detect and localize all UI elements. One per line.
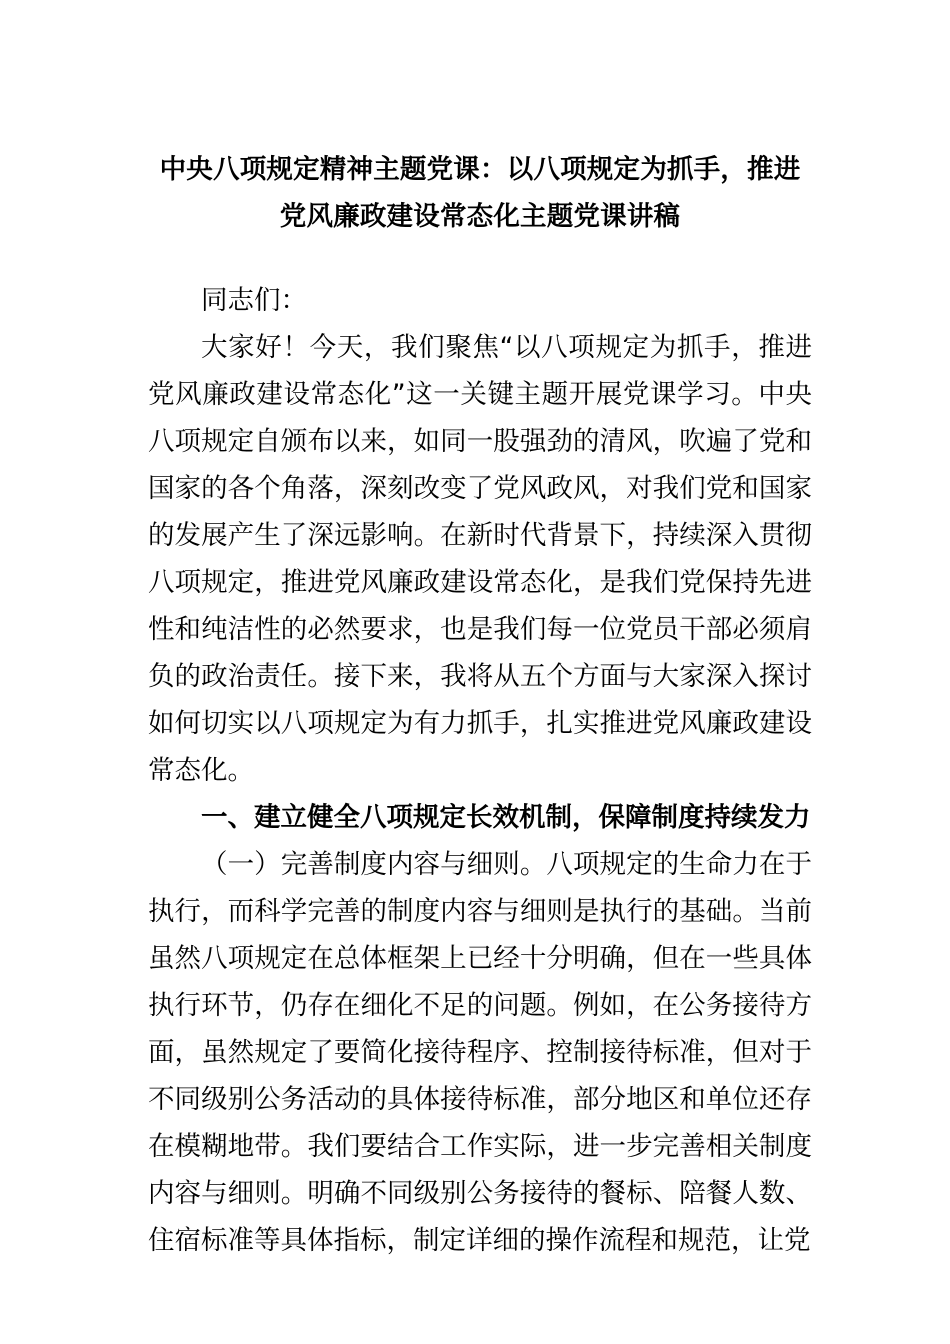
paragraph-opening-remarks: 大家好！今天，我们聚焦“以八项规定为抓手，推进党风廉政建设常态化”这一关键主题开展党课学习。中央八项规定自颁布以来，如同一股强劲的清风，吹遍了党和国家的各个角落，深刻改变了党风政风，对我们党和国家的发展产生了深远影响。在新时代背景下，持续深入贯彻八项规定，推进党风廉政建设常态化，是我们党保持先进性和纯洁性的必然要求，也是我们每一位党员干部必须肩负的政治责任。接下来，我将从五个方面与大家深入探讨如何切实以八项规定为有力抓手，扎实推进党风廉政建设常态化。 [148, 332, 812, 786]
paragraph-salutation: 同志们： [201, 285, 307, 316]
document-content [148, 0, 812, 1264]
section-heading-one: 一、建立健全八项规定长效机制，保障制度持续发力 [201, 802, 811, 833]
page-title: 中央八项规定精神主题党课：以八项规定为抓手，推进党风廉政建设常态化主题党课讲稿 [159, 154, 801, 232]
paragraph-section-one-sub-one: （一）完善制度内容与细则。八项规定的生命力在于执行，而科学完善的制度内容与细则是执行的基础。当前虽然八项规定在总体框架上已经十分明确，但在一些具体执行环节，仍存在细化不足的问题。例如，在公务接待方面，虽然规定了要简化接待程序、控制接待标准，但对于不同级别公务活动的具体接待标准，部分地区和单位还存在模糊地带。我们要结合工作实际，进一步完善相关制度内容与细则。明确不同级别公务接待的餐标、陪餐人数、住宿标准等具体指标，制定详细的操作流程和规范，让党 [148, 849, 812, 1256]
title-body-spacer [148, 240, 812, 277]
